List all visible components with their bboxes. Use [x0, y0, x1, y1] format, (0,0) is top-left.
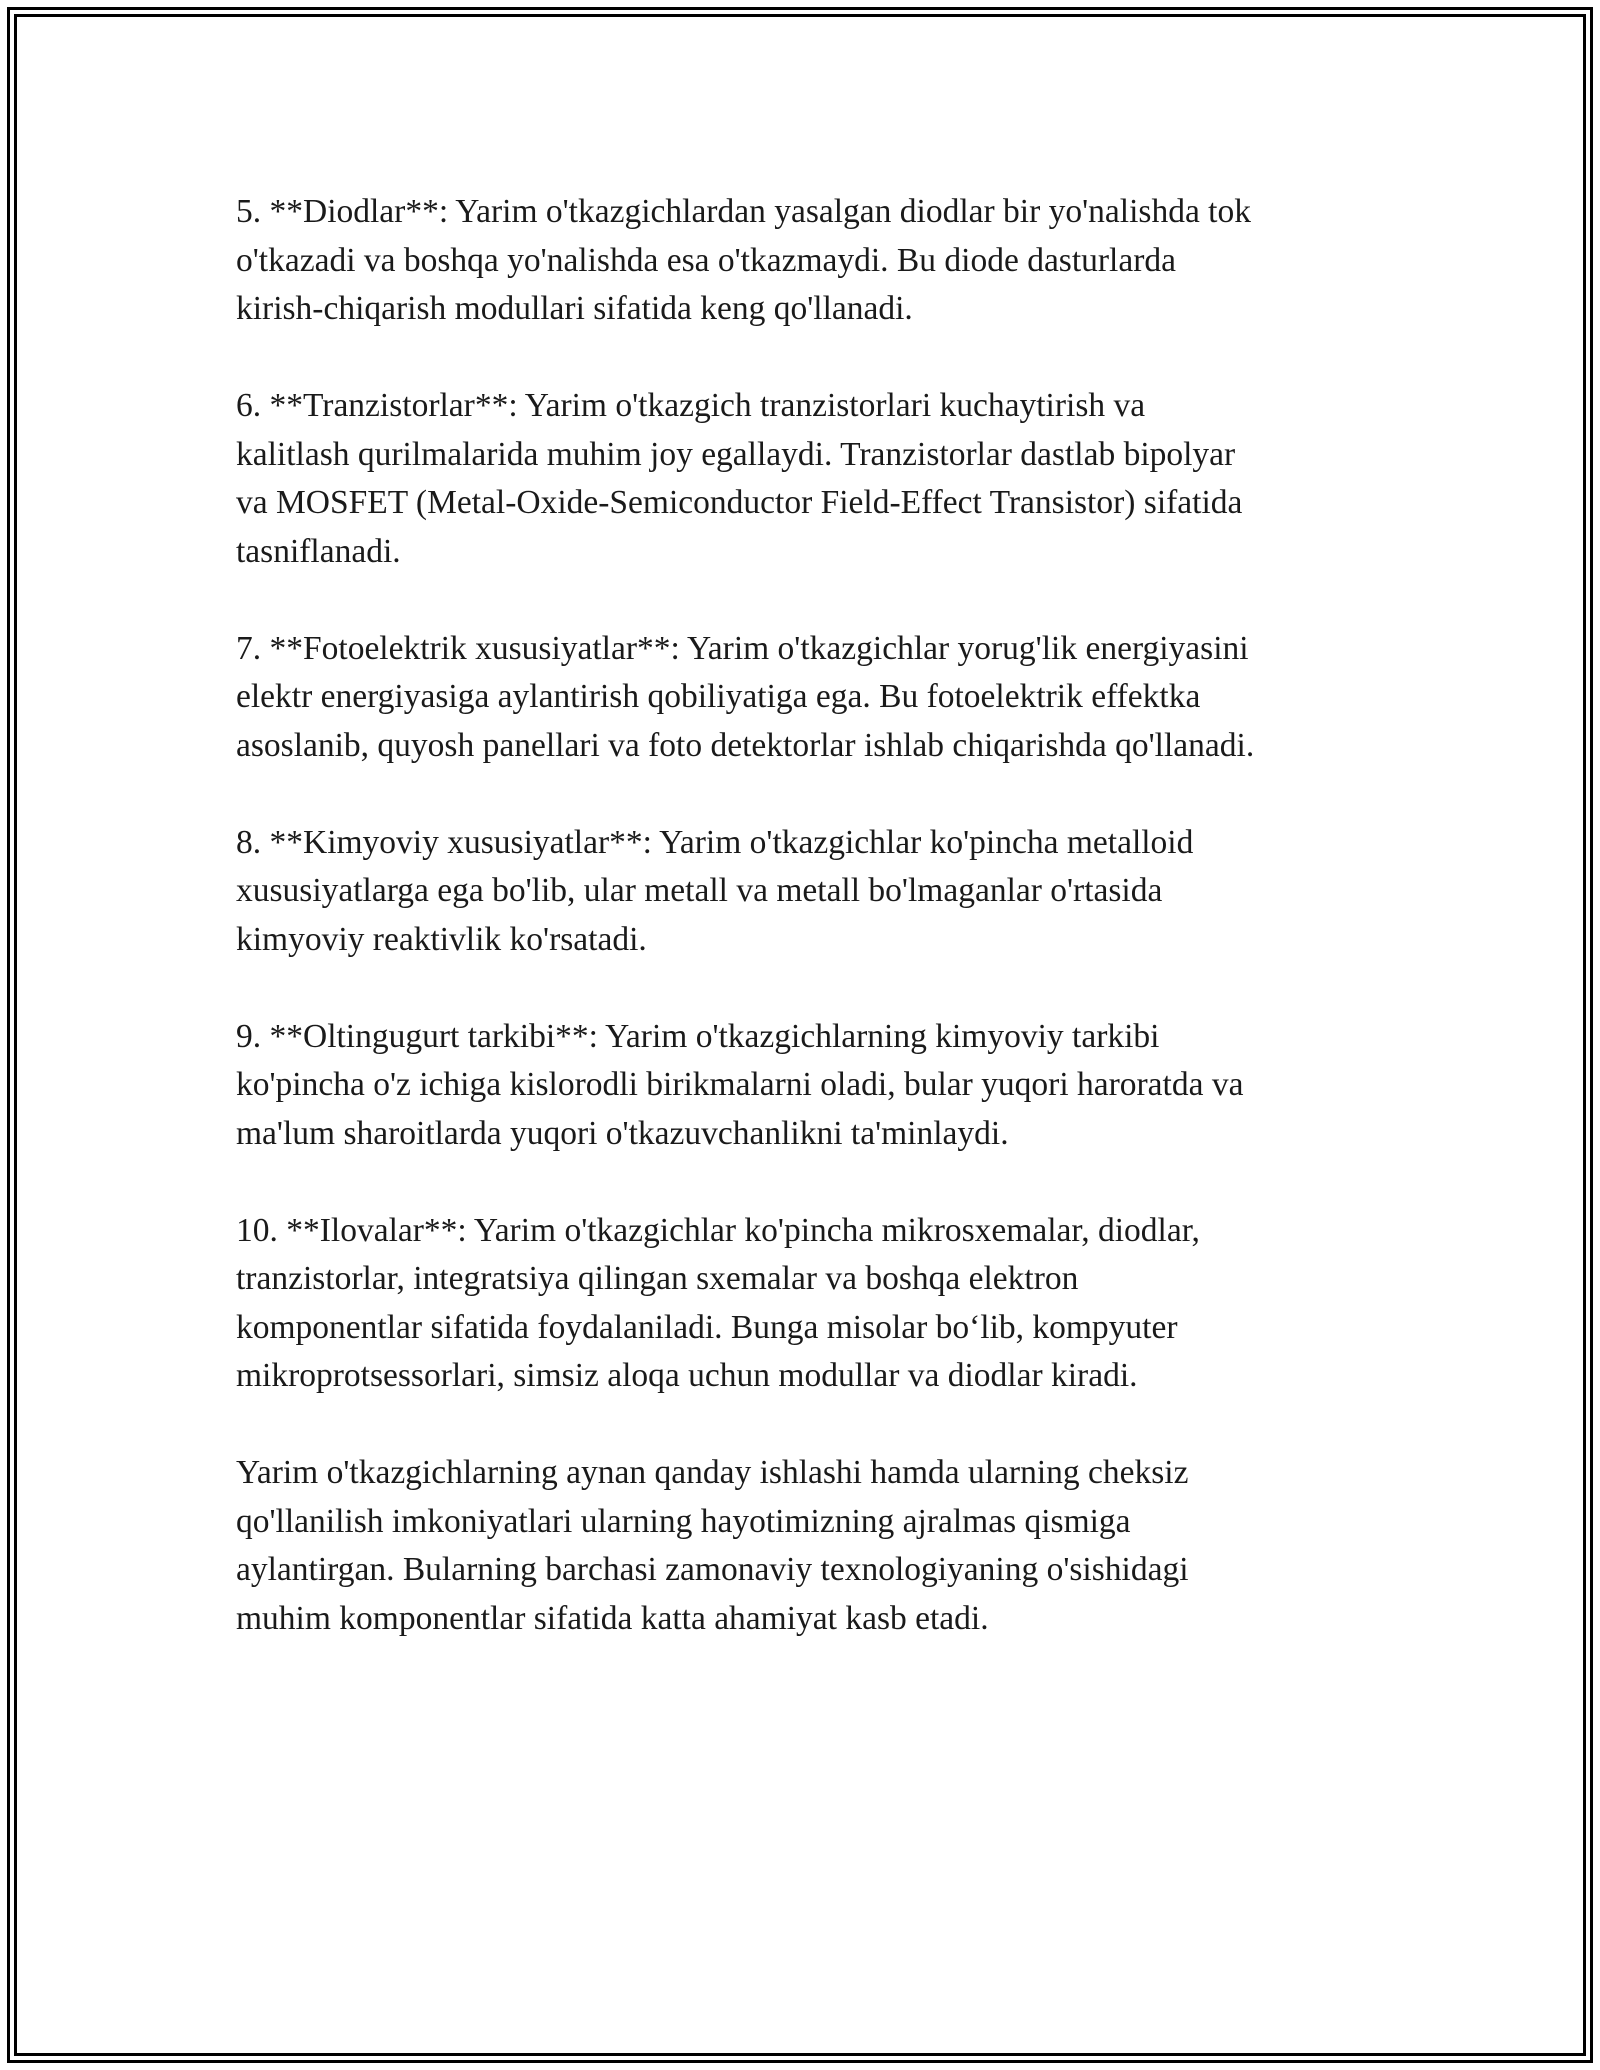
paragraph-conclusion: Yarim o'tkazgichlarning aynan qanday ishlashi hamda ularning cheksiz qo'llanilish imkoniyatlari ularning hayotimizning ajralmas qismiga aylantirgan. Bularning barchasi zamonaviy texnologiyaning o'sishidagi muhim komponentlar sifatida katta ahamiyat kasb etadi.	[236, 1454, 1189, 1637]
paragraph-fotoelektrik: 7. **Fotoelektrik xususiyatlar**: Yarim o'tkazgichlar yorug'lik energiyasini elektr energiyasiga aylantirish qobiliyatiga ega. Bu fotoelektrik effektka asoslanib, quyosh panellari va foto detektorlar ishlab chiqarishda qo'llanadi.	[236, 629, 1255, 764]
paragraph-diodlar: 5. **Diodlar**: Yarim o'tkazgichlardan yasalgan diodlar bir yo'nalishda tok o'tkazadi va boshqa yo'nalishda esa o'tkazmaydi. Bu diode dasturlarda kirish-chiqarish modullari sifatida keng qo'llanadi.	[236, 193, 1251, 327]
paragraph-kimyoviy: 8. **Kimyoviy xususiyatlar**: Yarim o'tkazgichlar ko'pincha metalloid xususiyatlarga ega bo'lib, ular metall va metall bo'lmaganlar o'rtasida kimyoviy reaktivlik ko'rsatadi.	[236, 823, 1194, 958]
document-body	[236, 188, 1366, 1692]
paragraph-tranzistorlar: 6. **Tranzistorlar**: Yarim o'tkazgich tranzistorlari kuchaytirish va kalitlash qurilmalarida muhim joy egallaydi. Tranzistorlar dastlab bipolyar va MOSFET (Metal-Oxide-Semiconductor Field-Effect Transistor) sifatida tasniflanadi.	[236, 387, 1243, 570]
paragraph-oltingugurt: 9. **Oltingugurt tarkibi**: Yarim o'tkazgichlarning kimyoviy tarkibi ko'pincha o'z ichiga kislorodli birikmalarni oladi, bular yuqori haroratda va ma'lum sharoitlarda yuqori o'tkazuvchanlikni ta'minlaydi.	[236, 1017, 1244, 1152]
paragraph-ilovalar: 10. **Ilovalar**: Yarim o'tkazgichlar ko'pincha mikrosxemalar, diodlar, tranzistorlar, integratsiya qilingan sxemalar va boshqa elektron komponentlar sifatida foydalaniladi. Bunga misolar bo‘lib, kompyuter mikroprotsessorlari, simsiz aloqa uchun modullar va diodlar kiradi.	[236, 1211, 1200, 1394]
